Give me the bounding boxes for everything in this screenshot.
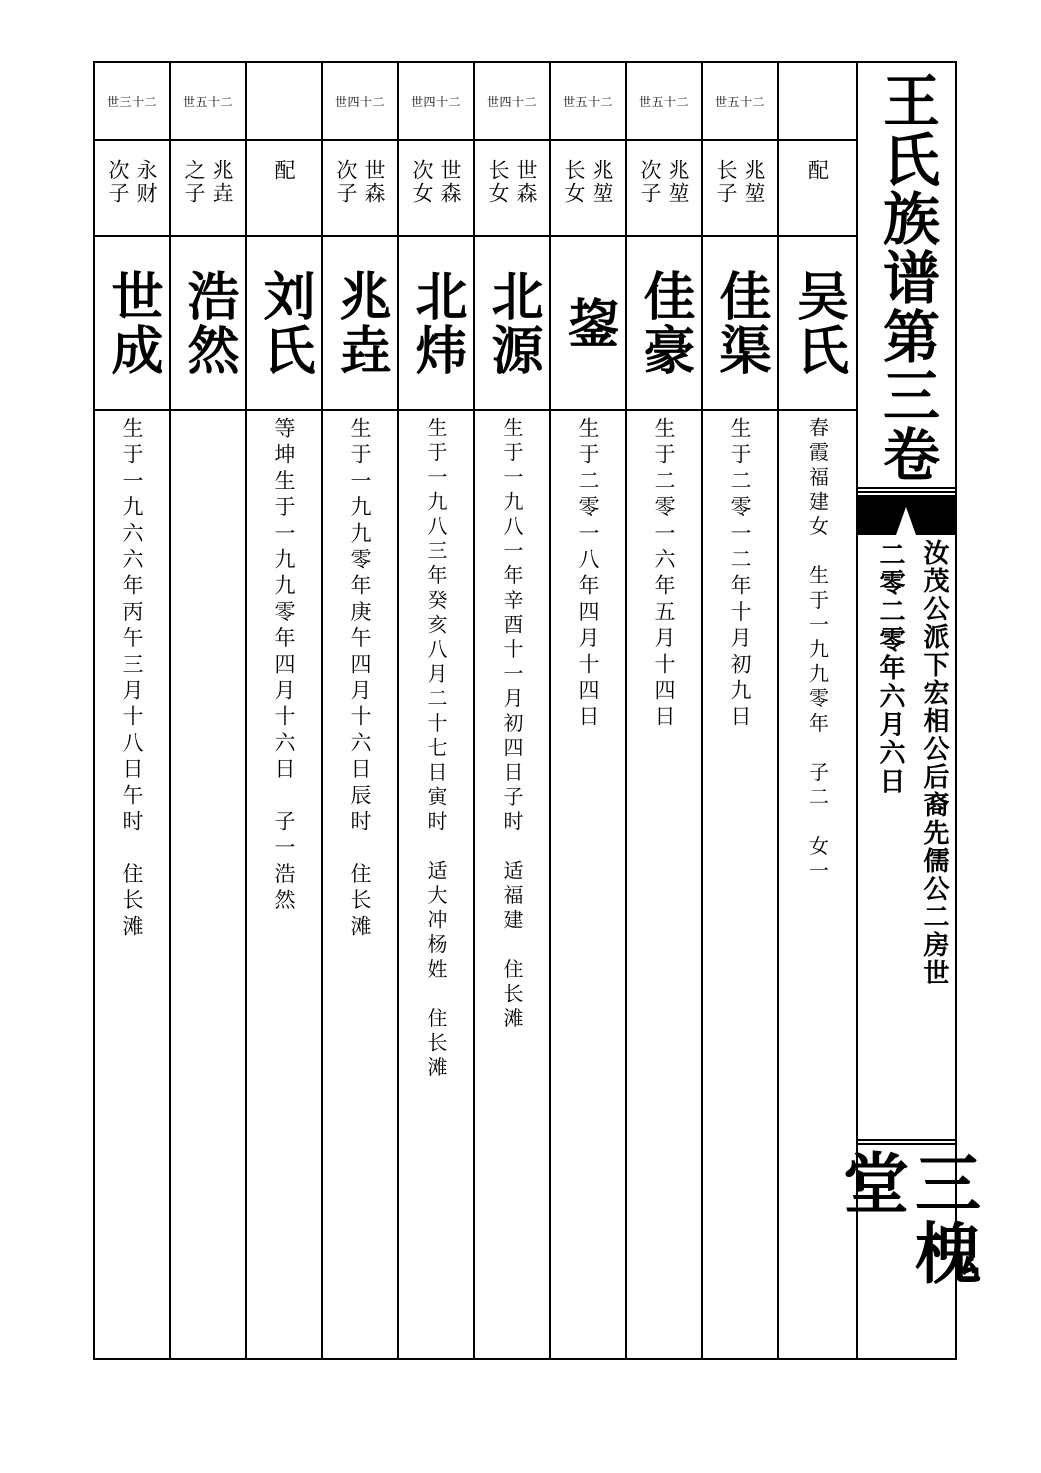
biography-text: 生于一九八一年辛酉十一月初四日子时 适福建 住长滩 [500,417,524,1032]
relation-label: 配 [805,159,830,182]
generation-label: 世三十二 [106,94,157,109]
relation-label: 世森长女 [486,159,538,205]
person-name: 佳豪 [634,269,695,377]
generation-label: 世四十二 [486,94,537,109]
relation-label: 兆堃长女 [562,159,614,205]
entry-column [323,63,399,1358]
genealogy-page-frame [93,61,982,1360]
entry-column [95,63,171,1358]
relation-label: 世森次子 [334,159,386,205]
entry-column [247,63,323,1358]
lineage-subtitle: 汝茂公派下宏相公后裔先儒公二房世 [919,539,949,987]
entry-column [475,63,551,1358]
biography-text: 生于一九八三年癸亥八月二十七日寅时 适大冲杨姓 住长滩 [424,417,448,1082]
biography-text: 生于一九九零年庚午四月十六日辰时 住长滩 [348,417,372,941]
relation-label: 兆堃长子 [714,159,766,205]
biography-text: 等坤生于一九九零年四月十六日 子一浩然 [272,417,296,915]
person-name: 鋆 [558,296,619,350]
biography-text: 生于二零一八年四月十四日 [576,417,600,732]
entry-column [627,63,703,1358]
relation-label: 世森次女 [410,159,462,205]
biography-text: 春霞福建女 生于一九九零年 子二 女一 [805,417,830,885]
entry-column [171,63,247,1358]
subtitle-area [858,535,955,1139]
person-name: 世成 [102,269,163,377]
relation-label: 永财次子 [106,159,158,205]
entry-column [551,63,627,1358]
biography-text: 生于一九六六年丙午三月十八日午时 住长滩 [120,417,144,941]
hall-name: 三槐堂 [831,1149,982,1289]
person-name: 刘氏 [254,269,315,377]
compile-date: 二零二零年六月六日 [875,541,905,796]
book-title: 王氏族谱第三卷 [873,71,941,484]
title-column [831,63,982,1358]
relation-label: 配 [272,159,296,182]
person-name: 兆垚 [330,269,391,377]
person-name: 浩然 [178,269,239,377]
relation-label: 兆堃次子 [638,159,690,205]
biography-text: 生于二零一二年十月初九日 [728,417,752,732]
person-name: 吴氏 [787,269,849,377]
generation-label: 世五十二 [638,94,689,109]
person-name: 北炜 [406,269,467,377]
generation-label: 世五十二 [714,94,765,109]
person-name: 佳渠 [710,269,771,377]
generation-label: 世四十二 [334,94,385,109]
fishtail-banner-icon [858,487,955,535]
biography-text: 生于二零一六年五月十四日 [652,417,676,732]
entry-column [399,63,475,1358]
person-name: 北源 [482,269,543,377]
generation-label: 世五十二 [182,94,233,109]
relation-label: 兆垚之子 [182,159,234,205]
entry-column [703,63,779,1358]
generation-label: 世四十二 [410,94,461,109]
generation-label: 世五十二 [562,94,613,109]
